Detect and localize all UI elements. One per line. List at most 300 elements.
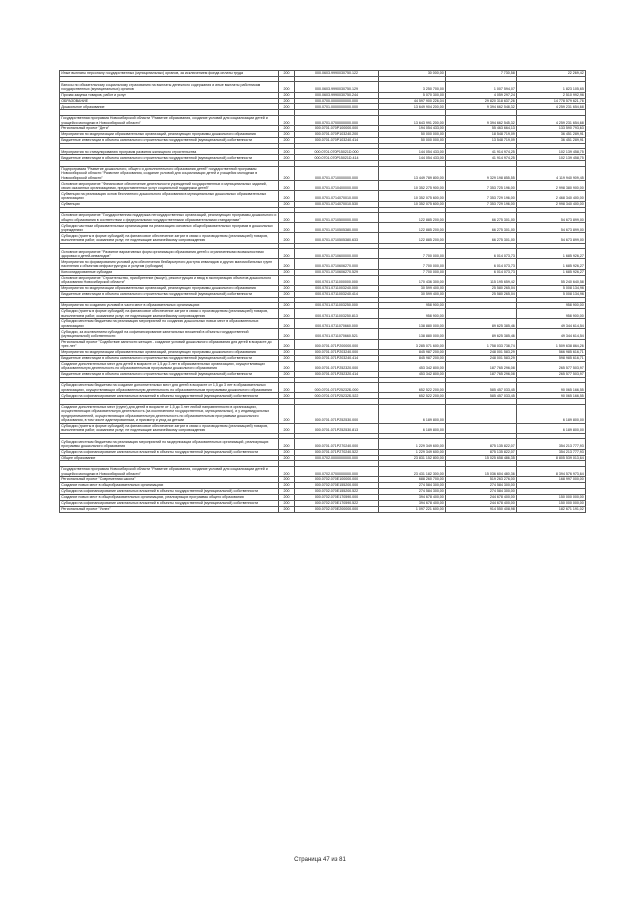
row-name-cell: Мероприятия по модернизации образовательных организаций, реализующих программы дошкольного образования xyxy=(60,349,279,355)
row-name-cell: Консолидированные субсидии xyxy=(60,269,279,275)
row-name-cell: Субсидии (гранты в форме субсидий) на финансовое обеспечение затрат в связи с производством (реализацией) товаров, выполнением работ, оказанием услуг, не подлежащие казначейскому сопровождению xyxy=(60,233,279,243)
row-code-cell: 200 xyxy=(279,339,295,349)
row-name-cell: Субсидии местным бюджетам на реализацию мероприятий по созданию дошкольных новых мест в образовательных организациях xyxy=(60,319,279,329)
row-remaining-cell: 150 000 000,00 xyxy=(517,500,586,506)
row-approved-cell: 394 678 400,00 xyxy=(379,494,446,500)
row-executed-cell: 66 275 301,00 xyxy=(446,233,517,243)
row-classification-cell: 000.0701.0000000000.000 xyxy=(295,104,379,110)
table-row xyxy=(60,439,586,449)
row-name-cell: Мероприятия по модернизации образовательных организаций, реализующих программы дошкольного образования xyxy=(60,132,279,138)
row-approved-cell: 10 352 075 600,00 xyxy=(379,201,446,207)
row-executed-cell: 875 135 822,07 xyxy=(446,449,517,455)
row-name-cell: Субсидии на софинансирование капитальных вложений в объекты государственной (муниципальной) собственности xyxy=(60,393,279,399)
row-code-cell: 200 xyxy=(279,126,295,132)
row-approved-cell: 958 900,00 xyxy=(379,308,446,318)
row-approved-cell: 6 189 800,00 xyxy=(379,404,446,423)
table-row xyxy=(60,488,586,494)
row-name-cell: Бюджетные инвестиции в объекты капитального строительства государственной (муниципальной) собственности xyxy=(60,137,279,143)
row-classification-cell: 000.0701.0711070660.521 xyxy=(295,329,379,339)
row-code-cell: 200 xyxy=(279,82,295,92)
row-name-cell: Прочая закупка товаров, работ и услуг xyxy=(60,92,279,98)
row-code-cell: 200 xyxy=(279,149,295,155)
table-row xyxy=(60,349,586,355)
row-executed-cell: 66 275 301,00 xyxy=(446,213,517,223)
row-executed-cell: 7 353 729 196,00 xyxy=(446,201,517,207)
row-name-cell: Региональный проект "Дети" xyxy=(60,126,279,132)
table-row xyxy=(60,371,586,377)
row-approved-cell: 10 352 275 900,00 xyxy=(379,181,446,191)
row-executed-cell: 274 584 300,00 xyxy=(446,483,517,489)
row-classification-cell: 000.0701.071P203240.414 xyxy=(295,355,379,361)
row-executed-cell: 115 195 659,42 xyxy=(446,275,517,285)
row-executed-cell: 15 036 604 480,36 xyxy=(446,466,517,476)
row-approved-cell: 50 000 000,00 xyxy=(379,132,446,138)
page-number: Страница 47 из 81 xyxy=(294,857,346,863)
row-code-cell: 200 xyxy=(279,275,295,285)
row-approved-cell: 144 054 433,00 xyxy=(379,155,446,161)
row-approved-cell: 23 831 152 800,00 xyxy=(379,455,446,461)
row-executed-cell: 41 914 974,25 xyxy=(446,155,517,161)
row-classification-cell: 000.0701.071P203240.000 xyxy=(295,349,379,355)
row-remaining-cell: 49 344 614,54 xyxy=(517,329,586,339)
row-code-cell: 200 xyxy=(279,249,295,259)
row-remaining-cell: 1 823 105,65 xyxy=(517,82,586,92)
table-row xyxy=(60,466,586,476)
row-classification-cell: 000.0701.070P15021D.414 xyxy=(295,155,379,161)
row-remaining-cell: 182 671 191,02 xyxy=(517,506,586,512)
row-classification-cell: 000.0603.9990030750.244 xyxy=(295,92,379,98)
table-row xyxy=(60,506,586,512)
row-name-cell: Общее образование xyxy=(60,455,279,461)
row-classification-cell: 000.0702.070E200000.000 xyxy=(295,506,379,512)
row-name-cell: Региональный проект "Успех" xyxy=(60,506,279,512)
row-name-cell: Основное мероприятие "Финансовое обеспечение деятельности учреждений государственных и муниципальных заданий, своих оказанных организациями, предоставленных услуг социальной поддержки детей" xyxy=(60,181,279,191)
row-approved-cell: 30 599 400,00 xyxy=(379,285,446,291)
row-code-cell: 200 xyxy=(279,201,295,207)
row-code-cell: 200 xyxy=(279,393,295,399)
row-approved-cell: 3 250 700,00 xyxy=(379,82,446,92)
row-approved-cell: 1 229 349 600,00 xyxy=(379,439,446,449)
row-name-cell: Субсидии частным образовательным организациям на реализацию основных общеобразовательных программ в дошкольных учреждениях xyxy=(60,223,279,233)
row-remaining-cell: 49 344 614,54 xyxy=(517,319,586,329)
row-name-cell: Основное мероприятие "Государственная поддержка негосударственных организаций, реализующих программы дошкольного и общего образования в соответствии с федеральными государственными образовательными стандартами" xyxy=(60,213,279,223)
row-classification-cell: 000.0702.070E155200.522 xyxy=(295,488,379,494)
row-executed-cell: 7 353 729 196,00 xyxy=(446,191,517,201)
row-approved-cell: 3 285 071 600,00 xyxy=(379,339,446,349)
row-executed-cell: 25 580 265,04 xyxy=(446,285,517,291)
table-row xyxy=(60,355,586,361)
row-code-cell: 200 xyxy=(279,466,295,476)
row-remaining-cell: 54 673 899,00 xyxy=(517,213,586,223)
row-code-cell: 200 xyxy=(279,494,295,500)
row-approved-cell: 7 700 000,00 xyxy=(379,269,446,275)
row-name-cell: Государственная программа Новосибирской области "Развитие образования, создание условий для социализации детей и учащейся молодежи в Новосибирской области" xyxy=(60,466,279,476)
row-classification-cell: 000.0702.0700000000.000 xyxy=(295,466,379,476)
row-name-cell: Субсидии (гранты в форме субсидий) на финансовое обеспечение затрат в связи с производством (реализацией) товаров, выполнением работ, оказанием услуг, не подлежащие казначейскому сопровождению xyxy=(60,423,279,433)
row-classification-cell: 000.0701.070P100000.000 xyxy=(295,126,379,132)
row-name-cell: Бюджетные инвестиции в объекты капитального строительства государственной (муниципальной) собственности xyxy=(60,371,279,377)
table-row xyxy=(60,259,586,269)
row-classification-cell: 000.0701.0714070010.530 xyxy=(295,201,379,207)
row-classification-cell: 000.0701.0710500000.000 xyxy=(295,213,379,223)
row-name-cell: Иные выплаты персоналу государственных (муниципальных) органов, за исключением фонда оплаты труда xyxy=(60,71,279,77)
row-executed-cell: 89 625 385,46 xyxy=(446,329,517,339)
row-code-cell: 200 xyxy=(279,71,295,77)
row-approved-cell: 1 229 349 600,00 xyxy=(379,449,446,455)
row-name-cell: Мероприятия по стимулированию программ развития жилищного строительства xyxy=(60,149,279,155)
row-executed-cell: 66 275 301,00 xyxy=(446,223,517,233)
row-approved-cell: 453 342 800,00 xyxy=(379,371,446,377)
row-executed-cell: 13 548 719,09 xyxy=(446,137,517,143)
row-code-cell: 200 xyxy=(279,259,295,269)
row-code-cell: 200 xyxy=(279,191,295,201)
row-classification-cell: 000.0701.071P252320.414 xyxy=(295,371,379,377)
row-name-cell: Государственная программа Новосибирской области "Развитие образования, создание условий для социализации детей и учащейся молодежи в Новосибирской области" xyxy=(60,115,279,125)
row-name-cell: Бюджетные инвестиции в объекты капитального строительства государственной (муниципальной) собственности xyxy=(60,155,279,161)
row-remaining-cell: 8 805 539 013,64 xyxy=(517,455,586,461)
row-classification-cell: 000.0701.0711003250.813 xyxy=(295,308,379,318)
row-approved-cell: 7 700 000,00 xyxy=(379,249,446,259)
table-row xyxy=(60,500,586,506)
row-code-cell: 200 xyxy=(279,483,295,489)
row-executed-cell: 41 914 974,25 xyxy=(446,149,517,155)
row-approved-cell: 144 054 433,00 xyxy=(379,149,446,155)
row-name-cell: Региональный проект "Содействие занятости женщин - создание условий дошкольного образования для детей в возрасте до трех лет" xyxy=(60,339,279,349)
row-classification-cell: 000.0701.0710505380.000 xyxy=(295,223,379,233)
row-approved-cell: 170 436 300,00 xyxy=(379,275,446,285)
row-executed-cell: 6 014 073,73 xyxy=(446,249,517,259)
row-approved-cell: 394 678 400,00 xyxy=(379,500,446,506)
table-row xyxy=(60,181,586,191)
row-name-cell: Субсидии, за исключением субсидий на софинансирование капитальных вложений в объекты государственной (муниципальной) собственности xyxy=(60,329,279,339)
row-code-cell: 200 xyxy=(279,223,295,233)
row-name-cell: Субвенции на реализацию основ бесплатного дошкольного образования в муниципальных дошкольных образовательных организациях xyxy=(60,191,279,201)
row-remaining-cell: 2 998 380 900,00 xyxy=(517,181,586,191)
row-code-cell: 200 xyxy=(279,455,295,461)
row-name-cell: Субсидии на софинансирование капитальных вложений в объекты государственной (муниципальной) собственности xyxy=(60,488,279,494)
row-name-cell: Мероприятия по модернизации образовательных организаций, реализующих программы дошкольного образования xyxy=(60,285,279,291)
row-approved-cell: 44 597 900 226,04 xyxy=(379,98,446,104)
row-executed-cell: 585 457 033,45 xyxy=(446,393,517,399)
row-remaining-cell: 36 451 289,91 xyxy=(517,137,586,143)
table-row xyxy=(60,137,586,143)
row-remaining-cell: 4 259 231 654,68 xyxy=(517,104,586,110)
row-executed-cell: 244 678 400,00 xyxy=(446,494,517,500)
row-approved-cell: 30 599 400,00 xyxy=(379,291,446,297)
row-approved-cell: 13 643 991 200,00 xyxy=(379,115,446,125)
table-row xyxy=(60,361,586,371)
table-row xyxy=(60,483,586,489)
row-name-cell: Субсидии местным бюджетам на создание дополнительных мест для детей в возрасте от 1,5 до 3 лет в образовательных организациях, осуществляющих образовательную деятельность по образовательным программам дошкольного образования xyxy=(60,383,279,393)
table-row xyxy=(60,166,586,180)
row-code-cell: 200 xyxy=(279,233,295,243)
row-executed-cell: 274 584 300,00 xyxy=(446,488,517,494)
row-approved-cell: 194 054 433,00 xyxy=(379,126,446,132)
row-classification-cell: 000.0701.0710606270.529 xyxy=(295,269,379,275)
row-approved-cell: 652 522 200,00 xyxy=(379,383,446,393)
row-code-cell: 200 xyxy=(279,404,295,423)
row-classification-cell: 000.0701.0710400000.000 xyxy=(295,181,379,191)
row-remaining-cell: 6 189 800,00 xyxy=(517,404,586,423)
row-executed-cell: 519 263 276,00 xyxy=(446,477,517,483)
table-row xyxy=(60,449,586,455)
row-remaining-cell: 22 269,42 xyxy=(517,71,586,77)
row-remaining-cell: 265 577 503,97 xyxy=(517,371,586,377)
row-classification-cell: 000.0701.0710505380.633 xyxy=(295,233,379,243)
row-code-cell: 200 xyxy=(279,132,295,138)
table-body xyxy=(60,71,586,513)
row-classification-cell: 000.0702.0000000000.000 xyxy=(295,455,379,461)
row-executed-cell: 9 394 662 548,32 xyxy=(446,104,517,110)
row-code-cell: 200 xyxy=(279,361,295,371)
row-approved-cell: 138 880 000,00 xyxy=(379,329,446,339)
row-approved-cell: 7 700 000,00 xyxy=(379,259,446,269)
row-executed-cell: 55 463 664,13 xyxy=(446,126,517,132)
row-name-cell: Взносы по обязательному социальному страхованию на выплаты денежного содержания и иные выплаты работникам государственных (муниципальных) органов xyxy=(60,82,279,92)
row-code-cell: 200 xyxy=(279,104,295,110)
row-code-cell: 200 xyxy=(279,319,295,329)
row-remaining-cell: 54 673 899,00 xyxy=(517,233,586,243)
row-executed-cell: 187 765 296,08 xyxy=(446,371,517,377)
row-remaining-cell: 8 394 576 973,64 xyxy=(517,466,586,476)
row-code-cell: 200 xyxy=(279,329,295,339)
table-row xyxy=(60,423,586,433)
row-remaining-cell: 4 259 231 654,68 xyxy=(517,115,586,125)
row-approved-cell: 274 584 300,00 xyxy=(379,483,446,489)
table-row xyxy=(60,82,586,92)
row-executed-cell: 914 550 408,98 xyxy=(446,506,517,512)
row-classification-cell: 000.0701.070P103240.200 xyxy=(295,132,379,138)
row-classification-cell: 000.0701.0710606270.000 xyxy=(295,259,379,269)
row-remaining-cell: 14 778 579 621,76 xyxy=(517,98,586,104)
table-row xyxy=(60,383,586,393)
row-name-cell: Создание дополнительных мест (групп) для детей в возрасте от 1,5 до 3 лет любой направленности в организациях, осуществляющих образовательную деятельность (за исключением государственных, муниципальных), и у индивидуальных предпринимателей, осуществляющих образовательную деятельность по образовательным программам дошкольного образования, в том числе адаптированным, и присмотр и уход за детьми xyxy=(60,404,279,423)
row-remaining-cell: 1 509 638 864,26 xyxy=(517,339,586,349)
row-remaining-cell: 168 997 000,00 xyxy=(517,477,586,483)
row-executed-cell: 7 353 725 196,00 xyxy=(446,181,517,191)
table-row xyxy=(60,339,586,349)
row-approved-cell: 122 885 200,00 xyxy=(379,223,446,233)
table-row xyxy=(60,213,586,223)
row-code-cell: 200 xyxy=(279,349,295,355)
row-code-cell: 200 xyxy=(279,137,295,143)
row-remaining-cell: 1 685 926,27 xyxy=(517,269,586,275)
row-approved-cell: 122 885 200,00 xyxy=(379,233,446,243)
row-classification-cell: 000.0702.070E155200.000 xyxy=(295,483,379,489)
row-executed-cell: 89 625 385,46 xyxy=(446,319,517,329)
row-approved-cell: 23 431 182 300,00 xyxy=(379,466,446,476)
row-remaining-cell: 2 998 340 400,00 xyxy=(517,201,586,207)
table-row xyxy=(60,393,586,399)
row-code-cell: 200 xyxy=(279,92,295,98)
row-classification-cell: 000.0701.0711003240.414 xyxy=(295,291,379,297)
row-approved-cell: 958 900,00 xyxy=(379,303,446,309)
row-remaining-cell: 2 468 340 400,00 xyxy=(517,191,586,201)
table-row xyxy=(60,223,586,233)
row-name-cell: Создание дополнительных мест для детей в возрасте от 1,5 до 3 лет в образовательных организациях, осуществляющих образовательную деятельность по образовательным программам дошкольного образования xyxy=(60,361,279,371)
row-classification-cell: 000.0701.071P270240.000 xyxy=(295,439,379,449)
table-row xyxy=(60,132,586,138)
row-remaining-cell: 354 213 777,93 xyxy=(517,439,586,449)
row-name-cell: Субсидии на софинансирование капитальных вложений в объекты государственной (муниципальной) собственности xyxy=(60,500,279,506)
row-remaining-cell: 54 673 899,00 xyxy=(517,223,586,233)
row-approved-cell: 6 189 800,00 xyxy=(379,423,446,433)
row-remaining-cell: 265 577 503,97 xyxy=(517,361,586,371)
row-code-cell: 200 xyxy=(279,371,295,377)
row-code-cell: 200 xyxy=(279,477,295,483)
row-remaining-cell: 1 685 926,27 xyxy=(517,259,586,269)
table-row xyxy=(60,285,586,291)
row-name-cell: ОБРАЗОВАНИЕ xyxy=(60,98,279,104)
row-executed-cell: 248 001 583,29 xyxy=(446,355,517,361)
row-executed-cell: 875 135 822,07 xyxy=(446,439,517,449)
row-classification-cell: 000.0701.071P200000.000 xyxy=(295,339,379,349)
row-remaining-cell: 150 000 000,00 xyxy=(517,494,586,500)
row-classification-cell: 000.0701.070P103240.414 xyxy=(295,137,379,143)
row-code-cell: 200 xyxy=(279,155,295,161)
row-executed-cell xyxy=(446,423,517,433)
row-code-cell: 200 xyxy=(279,488,295,494)
row-code-cell: 200 xyxy=(279,500,295,506)
row-remaining-cell: 4 119 940 909,45 xyxy=(517,166,586,180)
row-executed-cell: 4 059 297,24 xyxy=(446,92,517,98)
row-remaining-cell: 958 900,00 xyxy=(517,308,586,318)
row-classification-cell: 000.0701.0714070010.000 xyxy=(295,191,379,201)
row-approved-cell: 274 584 300,00 xyxy=(379,488,446,494)
row-code-cell: 200 xyxy=(279,98,295,104)
table-row xyxy=(60,191,586,201)
row-approved-cell: 10 352 075 600,00 xyxy=(379,191,446,201)
row-approved-cell: 50 000 000,00 xyxy=(379,137,446,143)
row-name-cell: Основное мероприятие "Строительство, приобретение (выкуп), реконструкция и ввод в эксплуатацию объектов дошкольного образования Новосибирской области" xyxy=(60,275,279,285)
row-executed-cell: 244 678 400,00 xyxy=(446,500,517,506)
row-name-cell: Бюджетные инвестиции в объекты капитального строительства государственной (муниципальной) собственности xyxy=(60,291,279,297)
row-classification-cell: 000.0702.070E100000.000 xyxy=(295,477,379,483)
row-code-cell: 200 xyxy=(279,291,295,297)
row-executed-cell: 18 548 719,09 xyxy=(446,132,517,138)
row-classification-cell: 000.0701.071P270240.522 xyxy=(295,449,379,455)
table-row xyxy=(60,291,586,297)
row-remaining-cell: 6 189 800,00 xyxy=(517,423,586,433)
row-executed-cell: 1 007 594,07 xyxy=(446,82,517,92)
row-name-cell: Субсидии местным бюджетам на реализацию мероприятий по модернизации образовательных организаций, реализующих программы дошкольного образования xyxy=(60,439,279,449)
row-name-cell: Создание новых мест в общеобразовательных организациях, реализующих программы общего образования xyxy=(60,494,279,500)
row-executed-cell: 7 730,58 xyxy=(446,71,517,77)
row-name-cell: Мероприятия по созданию условий в части мест в образовательных организациях xyxy=(60,303,279,309)
row-classification-cell: 000.0603.9990030750.129 xyxy=(295,82,379,92)
row-code-cell: 200 xyxy=(279,269,295,275)
row-name-cell: Подпрограмма "Развитие дошкольного, общего и дополнительного образования детей" государственной программы Новосибирской области "Развитие образования, создание условий для социализации детей и учащейся молодежи в Новосибирской области" xyxy=(60,166,279,180)
row-remaining-cell: 1 685 926,27 xyxy=(517,249,586,259)
row-code-cell: 200 xyxy=(279,213,295,223)
row-executed-cell: 25 580 265,04 xyxy=(446,291,517,297)
row-code-cell: 200 xyxy=(279,285,295,291)
row-approved-cell: 845 987 200,00 xyxy=(379,355,446,361)
row-classification-cell: 000.0701.0711000000.000 xyxy=(295,275,379,285)
table-row xyxy=(60,249,586,259)
row-approved-cell: 845 987 200,00 xyxy=(379,349,446,355)
row-code-cell: 200 xyxy=(279,423,295,433)
row-remaining-cell: 5 008 134,96 xyxy=(517,285,586,291)
row-name-cell: Региональный проект "Современная школа" xyxy=(60,477,279,483)
row-name-cell: Дошкольное образование xyxy=(60,104,279,110)
row-approved-cell: 138 880 000,00 xyxy=(379,319,446,329)
row-classification-cell: 000.0701.071P252530.000 xyxy=(295,404,379,423)
row-name-cell: Основное мероприятие "Развитие вариативных форм организации образования детей с ограниченными возможностями здоровья и детей-инвалидов" xyxy=(60,249,279,259)
row-remaining-cell: 5 008 134,96 xyxy=(517,291,586,297)
table-row xyxy=(60,329,586,339)
table-row xyxy=(60,319,586,329)
row-executed-cell: 248 001 583,29 xyxy=(446,349,517,355)
row-remaining-cell: 2 510 992,96 xyxy=(517,92,586,98)
row-approved-cell: 688 260 700,00 xyxy=(379,477,446,483)
row-executed-cell: 585 457 033,45 xyxy=(446,383,517,393)
table-row xyxy=(60,71,586,77)
row-name-cell: Создание новых мест в общеобразовательных организациях xyxy=(60,483,279,489)
row-remaining-cell: 102 139 458,75 xyxy=(517,155,586,161)
row-approved-cell: 122 885 200,00 xyxy=(379,213,446,223)
row-code-cell: 200 xyxy=(279,439,295,449)
table-row xyxy=(60,233,586,243)
row-classification-cell: 000.0701.0700000000.000 xyxy=(295,115,379,125)
table-row xyxy=(60,308,586,318)
row-executed-cell: 1 758 033 738,74 xyxy=(446,339,517,349)
row-approved-cell: 652 522 200,00 xyxy=(379,393,446,399)
row-approved-cell: 453 342 800,00 xyxy=(379,361,446,371)
row-classification-cell: 000.0603.9990030750.122 xyxy=(295,71,379,77)
row-approved-cell: 5 070 300,00 xyxy=(379,92,446,98)
row-code-cell: 200 xyxy=(279,355,295,361)
row-remaining-cell: 90 065 166,55 xyxy=(517,393,586,399)
row-classification-cell: 000.0700.0000000000.000 xyxy=(295,98,379,104)
row-classification-cell: 000.0701.071P25232Б.000 xyxy=(295,383,379,393)
row-classification-cell: 000.0702.070E170590.522 xyxy=(295,500,379,506)
table-row xyxy=(60,149,586,155)
row-executed-cell: 6 014 073,73 xyxy=(446,259,517,269)
row-remaining-cell: 36 451 289,91 xyxy=(517,132,586,138)
row-code-cell: 200 xyxy=(279,181,295,191)
row-approved-cell: 13 649 904 200,00 xyxy=(379,104,446,110)
budget-table xyxy=(59,70,586,513)
row-classification-cell: 000.0701.0710000000.000 xyxy=(295,166,379,180)
row-name-cell: Субвенции xyxy=(60,201,279,207)
row-approved-cell: 1 097 221 600,00 xyxy=(379,506,446,512)
row-code-cell: 200 xyxy=(279,303,295,309)
row-executed-cell: 9 394 662 545,32 xyxy=(446,115,517,125)
row-executed-cell: 29 820 318 637,26 xyxy=(446,98,517,104)
row-code-cell: 200 xyxy=(279,115,295,125)
row-code-cell: 200 xyxy=(279,449,295,455)
row-classification-cell: 000.0701.0711003250.000 xyxy=(295,303,379,309)
row-classification-cell: 000.0701.071P25232Б.522 xyxy=(295,393,379,399)
row-classification-cell: 000.0702.070E170590.000 xyxy=(295,494,379,500)
row-approved-cell: 13 449 789 800,00 xyxy=(379,166,446,180)
row-classification-cell: 000.0701.071P252530.813 xyxy=(295,423,379,433)
row-remaining-cell: 566 985 616,71 xyxy=(517,349,586,355)
row-remaining-cell: 958 900,00 xyxy=(517,303,586,309)
table-row xyxy=(60,115,586,125)
row-name-cell: Мероприятия по формированию условий для обеспечения безбарьерного доступа инвалидов и других маломобильных групп населения к объектам инфраструктуры и услугам (субсидии) xyxy=(60,259,279,269)
row-classification-cell: 000.0701.0711070660.000 xyxy=(295,319,379,329)
row-classification-cell: 000.0701.070P15021D.000 xyxy=(295,149,379,155)
row-approved-cell: 30 000,00 xyxy=(379,71,446,77)
row-executed-cell xyxy=(446,308,517,318)
table-row xyxy=(60,155,586,161)
row-remaining-cell: 133 590 793,63 xyxy=(517,126,586,132)
table-row xyxy=(60,494,586,500)
row-classification-cell: 000.0701.0711003240.000 xyxy=(295,285,379,291)
row-code-cell: 200 xyxy=(279,166,295,180)
